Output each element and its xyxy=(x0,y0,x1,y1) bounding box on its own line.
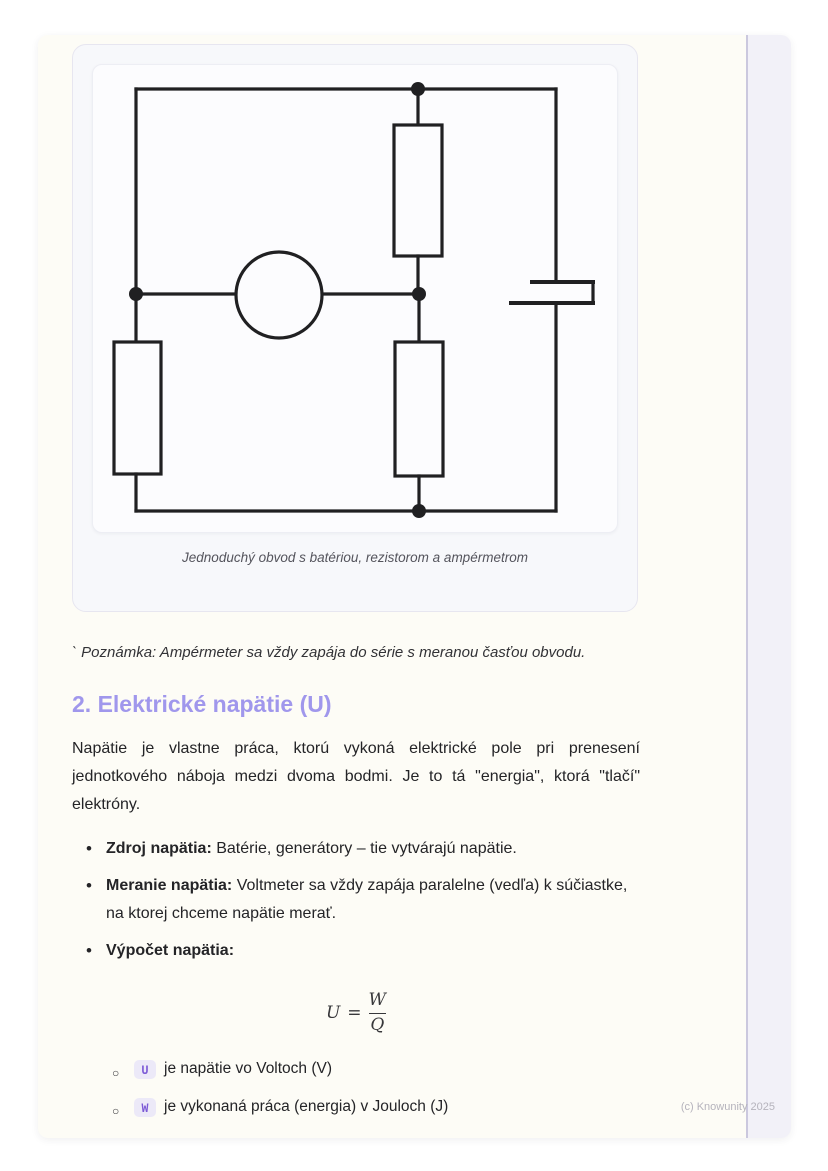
ammeter-circle xyxy=(236,252,322,338)
list-item xyxy=(112,1095,632,1119)
formula-block xyxy=(72,991,640,1035)
list-item xyxy=(86,872,640,928)
list-item xyxy=(86,835,640,863)
figure-card xyxy=(72,44,638,612)
list-item xyxy=(112,1057,632,1081)
resistor-middle xyxy=(395,342,443,476)
bullet-list xyxy=(72,835,640,965)
fraction-bar xyxy=(369,1013,386,1014)
scrollbar-track[interactable] xyxy=(746,35,791,1138)
formula-numerator: W xyxy=(368,990,387,1010)
circuit-diagram xyxy=(92,64,618,533)
battery-symbol xyxy=(511,282,593,303)
sub-bullet-list xyxy=(72,1057,632,1119)
bullet-label: Výpočet napätia: xyxy=(106,942,235,959)
list-item xyxy=(86,937,640,965)
bullet-label: Meranie napätia: xyxy=(106,877,233,894)
resistor-left xyxy=(114,342,161,474)
document-page xyxy=(38,35,791,1138)
formula-fraction xyxy=(369,991,386,1035)
bullet-text: Voltmeter sa vždy zapája paralelne (vedľa) k súčiastke, na ktorej chceme napätie merať. xyxy=(106,877,628,922)
variable-badge: ○ W xyxy=(134,1098,156,1117)
formula-equals: = xyxy=(347,1003,362,1024)
sub-bullet-text: je vykonaná práca (energia) v Jouloch (J) xyxy=(164,1098,449,1116)
watermark: (c) Knowunity 2025 xyxy=(680,1101,775,1113)
formula-lhs: U xyxy=(325,1003,341,1024)
variable-badge: ○ U xyxy=(134,1060,156,1079)
formula-denominator: Q xyxy=(370,1014,385,1035)
bullet-text: Batérie, generátory – tie vytvárajú napätie. xyxy=(211,840,517,857)
section-heading: 2. Elektrické napätie (U) xyxy=(72,691,332,717)
resistor-top xyxy=(394,125,442,256)
circuit-svg xyxy=(93,65,618,533)
bullet-label: Zdroj napätia: xyxy=(106,840,212,857)
note-text: ` Poznámka: Ampérmeter sa vždy zapája do série s meranou časťou obvodu. xyxy=(72,644,586,661)
body-paragraph: Napätie je vlastne práca, ktorú vykoná elektrické pole pri prenesení jednotkového náboja medzi dvoma bodmi. Je to tá "energia", ktorá "tlačí" elektróny. xyxy=(72,740,640,813)
sub-bullet-text: je napätie vo Voltoch (V) xyxy=(164,1060,333,1078)
figure-caption: Jednoduchý obvod s batériou, rezistorom a ampérmetrom xyxy=(182,550,528,565)
